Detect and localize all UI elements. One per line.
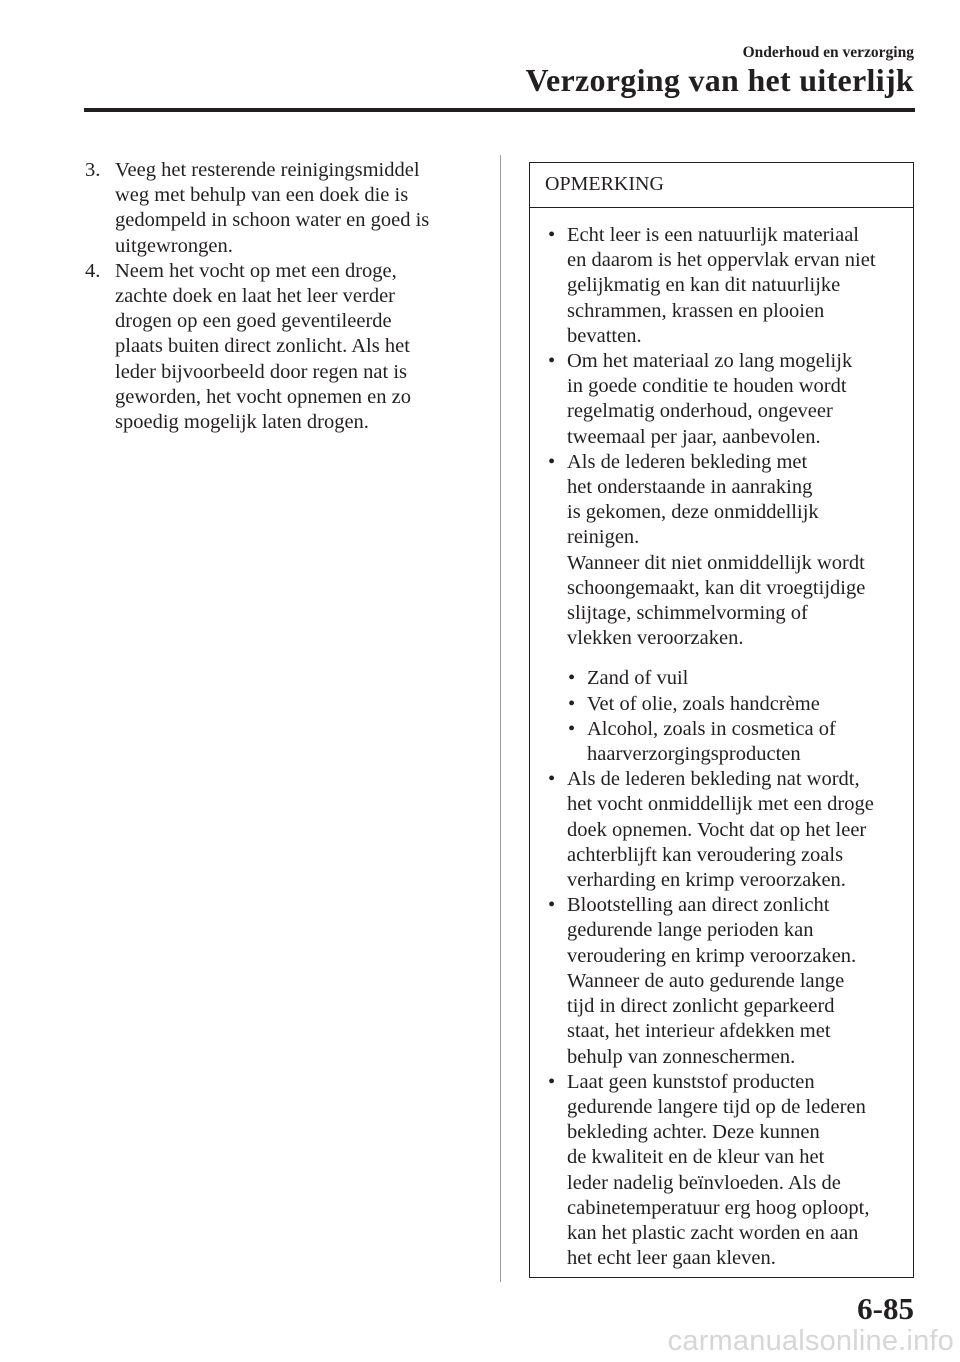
bullet-icon: • [568, 667, 576, 690]
note-text-line: Wanneer dit niet onmiddellijk wordt [567, 551, 865, 574]
step-text-line: uitgewrongen. [115, 234, 233, 257]
note-text-line: cabinetemperatuur erg hoog oploopt, [567, 1196, 870, 1219]
note-text-line: vlekken veroorzaken. [567, 627, 744, 650]
step-text-line: leder bijvoorbeeld door regen nat is [115, 360, 408, 383]
column-divider [500, 155, 501, 1282]
note-bullet-item [545, 893, 905, 1069]
note-text-line: Als de lederen bekleding nat wordt, [567, 768, 860, 791]
note-text-line: Blootstelling aan direct zonlicht [567, 894, 830, 917]
note-text-line: schrammen, krassen en plooien [567, 299, 825, 322]
instruction-steps [85, 158, 485, 435]
step-text-line: geworden, het vocht opnemen en zo [115, 385, 412, 408]
note-text-line: verharding en krimp veroorzaken. [567, 869, 846, 892]
note-text-line: kan het plastic zacht worden en aan [567, 1221, 859, 1244]
note-text-line: reinigen. [567, 526, 640, 549]
note-text-line: Vet of olie, zoals handcrème [587, 692, 820, 715]
note-text-line: het onderstaande in aanraking [567, 476, 813, 499]
bullet-icon: • [568, 692, 576, 715]
note-text-line: leder nadelig beïnvloeden. Als de [567, 1171, 841, 1194]
bullet-icon: • [548, 450, 556, 473]
bullet-icon: • [568, 717, 576, 740]
note-sub-item [566, 692, 905, 717]
step-text-line: Neem het vocht op met een droge, [115, 259, 397, 282]
section-title: Onderhoud en verzorging [742, 44, 914, 61]
note-text-line: Laat geen kunststof producten [567, 1070, 815, 1093]
step-item [85, 259, 485, 435]
note-body [530, 208, 913, 1271]
bullet-icon: • [548, 350, 556, 373]
bullet-icon: • [548, 1070, 556, 1093]
note-text-line: Echt leer is een natuurlijk materiaal [567, 224, 859, 246]
page-title: Verzorging van het uiterlijk [525, 62, 914, 98]
note-text-line: Zand of vuil [587, 667, 689, 690]
step-text-line: plaats buiten direct zonlicht. Als het [115, 335, 410, 358]
note-text-line: de kwaliteit en de kleur van het [567, 1146, 825, 1169]
note-text-line: Als de lederen bekleding met [567, 450, 808, 473]
step-item [85, 158, 485, 259]
step-text-line: weg met behulp van een doek die is [115, 184, 409, 207]
note-text-line: gedurende langere tijd op de lederen [567, 1095, 866, 1118]
note-text-line: gelijkmatig en kan dit natuurlijke [567, 274, 841, 297]
note-text-line: in goede conditie te houden wordt [567, 375, 847, 398]
step-text-line: Veeg het resterende reinigingsmiddel [115, 159, 420, 181]
note-text-line: is gekomen, deze onmiddellijk [567, 501, 819, 524]
page-number: 6-85 [857, 1291, 914, 1326]
note-text-line: staat, het interieur afdekken met [567, 1020, 831, 1043]
note-text-line: achterblijft kan veroudering zoals [567, 843, 844, 866]
note-bullet-item [545, 223, 905, 349]
step-text-line: spoedig mogelijk laten drogen. [115, 411, 369, 434]
note-text-line: het vocht onmiddellijk met een droge [567, 793, 874, 816]
bullet-icon: • [548, 768, 556, 791]
step-number: 3. [85, 159, 101, 181]
note-text-line: gedurende lange perioden kan [567, 919, 814, 942]
note-heading: OPMERKING [530, 163, 913, 208]
step-text-line: zachte doek en laat het leer verder [115, 285, 395, 308]
step-number: 4. [85, 259, 101, 282]
note-bullet-item [545, 767, 905, 893]
note-text-line: bekleding achter. Deze kunnen [567, 1121, 820, 1144]
header-divider [84, 108, 915, 112]
note-text-line: regelmatig onderhoud, ongeveer [567, 400, 833, 423]
step-text-line: drogen op een goed geventileerde [115, 310, 392, 333]
note-sub-list [566, 666, 905, 767]
bullet-icon: • [548, 224, 556, 246]
note-text-line: en daarom is het oppervlak ervan niet [567, 249, 876, 272]
note-text-line: schoongemaakt, kan dit vroegtijdige [567, 576, 866, 599]
note-text-line: Alcohol, zoals in cosmetica of [587, 717, 836, 740]
step-text-line: gedompeld in schoon water en goed is [115, 209, 430, 232]
note-box [529, 162, 914, 1278]
note-text-line: het echt leer gaan kleven. [567, 1247, 776, 1270]
note-text-line: slijtage, schimmelvorming of [567, 602, 808, 625]
note-text-line: bevatten. [567, 324, 642, 347]
note-text-line: behulp van zonneschermen. [567, 1045, 796, 1068]
note-bullet-item [545, 450, 905, 652]
note-text-line: doek opnemen. Vocht dat op het leer [567, 818, 867, 841]
note-sub-item [566, 666, 905, 691]
note-sub-item [566, 717, 905, 767]
watermark: carmanualsonline.info [667, 1325, 954, 1357]
note-text-line: Wanneer de auto gedurende lange [567, 969, 845, 992]
note-text-line: tijd in direct zonlicht geparkeerd [567, 995, 835, 1018]
note-text-line: tweemaal per jaar, aanbevolen. [567, 425, 821, 448]
bullet-icon: • [548, 894, 556, 917]
note-text-line: Om het materiaal zo lang mogelijk [567, 350, 853, 373]
note-text-line: veroudering en krimp veroorzaken. [567, 944, 857, 967]
note-bullet-item [545, 349, 905, 450]
note-text-line: haarverzorgingsproducten [587, 743, 801, 766]
note-bullet-item [545, 1070, 905, 1272]
